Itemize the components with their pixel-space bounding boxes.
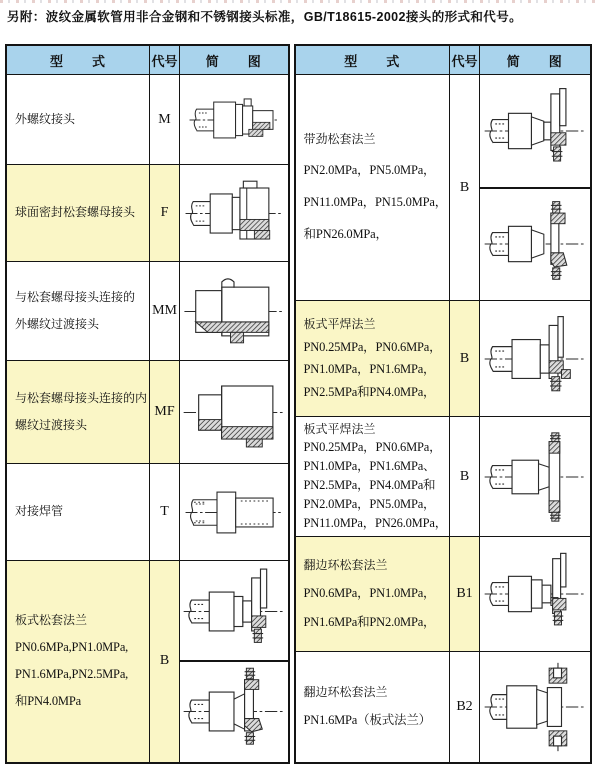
diagram-panel	[180, 263, 288, 359]
table-row	[6, 561, 289, 763]
header-diagram: 简 图	[180, 45, 289, 75]
male-thread-joint-diagram	[181, 81, 287, 159]
header-type: 型 式	[6, 45, 150, 75]
diagram-cell	[180, 361, 289, 464]
code-cell: MM	[150, 262, 180, 361]
diagram-cell	[480, 75, 591, 301]
table-row	[6, 262, 289, 361]
type-cell	[6, 262, 150, 361]
header-row	[6, 45, 289, 75]
type-text: PN1.6MPa（板式法兰）	[303, 713, 431, 728]
type-text: PN0.25MPa，PN0.6MPa，	[303, 339, 442, 354]
code-cell: F	[150, 165, 180, 262]
type-text: 外螺纹过渡接头	[15, 317, 100, 331]
code-cell: B	[450, 301, 480, 417]
diagram-panel	[180, 562, 288, 661]
diagram-panel	[480, 302, 590, 415]
type-text: 和PN26.0MPa，	[303, 226, 388, 241]
table-row	[295, 75, 591, 301]
header-row	[295, 45, 591, 75]
table-row	[6, 165, 289, 262]
diagram-panel	[180, 660, 288, 761]
code-cell: B	[450, 75, 480, 301]
type-text: PN1.6MPa,PN2.5MPa,	[15, 666, 129, 681]
diagram-panel	[480, 76, 590, 187]
code-cell: M	[150, 75, 180, 165]
type-cell	[6, 464, 150, 561]
type-cell	[295, 652, 450, 763]
diagram-cell	[480, 652, 591, 763]
type-text: PN2.5MPa和PN4.0MPa，	[303, 384, 436, 399]
diagram-panel	[480, 187, 590, 300]
type-text: 板式平焊法兰	[303, 421, 376, 436]
type-text: PN2.0MPa，PN5.0MPa，	[303, 497, 436, 512]
diagram-panel	[180, 362, 288, 462]
type-text: PN1.0MPa，PN1.6MPa，	[303, 362, 436, 377]
type-text: 板式平焊法兰	[303, 316, 376, 331]
header-code: 代号	[150, 45, 180, 75]
header-code: 代号	[450, 45, 480, 75]
diagram-cell	[180, 165, 289, 262]
type-text: 翻边环松套法兰	[303, 684, 388, 699]
diagram-cell	[180, 262, 289, 361]
type-cell	[6, 361, 150, 464]
diagram-cell	[180, 561, 289, 763]
type-cell	[295, 537, 450, 652]
neck-loose-flange-variant-2-diagram	[482, 195, 588, 293]
code-cell: B	[150, 561, 180, 763]
male-thread-transition-joint-diagram	[181, 268, 287, 355]
type-text: PN2.5MPa，PN4.0MPa和	[303, 478, 436, 493]
table-row	[295, 417, 591, 537]
plate-flat-weld-flange-multi-diagram	[482, 428, 588, 526]
neck-loose-flange-variant-1-diagram	[482, 82, 588, 180]
table-row	[6, 464, 289, 561]
diagram-panel	[180, 166, 288, 260]
type-text: PN11.0MPa，PN26.0MPa，	[303, 516, 447, 531]
type-text: 对接焊管	[15, 504, 64, 519]
table-row	[295, 301, 591, 417]
code-cell: T	[150, 464, 180, 561]
flanged-ring-loose-flange-diagram	[482, 545, 588, 643]
type-text: 翻边环松套法兰	[303, 558, 388, 573]
type-text: 和PN4.0MPa	[15, 693, 81, 708]
right-table	[294, 44, 592, 764]
table-row	[295, 652, 591, 763]
type-cell	[6, 75, 150, 165]
header-diagram: 简 图	[480, 45, 591, 75]
type-cell	[6, 561, 150, 763]
type-text: PN1.0MPa，PN1.6MPa、	[303, 459, 436, 474]
type-text: 外螺纹接头	[15, 111, 76, 126]
type-text: PN0.6MPa,PN1.0MPa,	[15, 639, 129, 654]
diagram-cell	[480, 537, 591, 652]
type-text: PN0.6MPa，PN1.0MPa，	[303, 586, 436, 601]
type-text: 球面密封松套螺母接头	[15, 205, 136, 220]
type-cell	[295, 301, 450, 417]
type-cell	[6, 165, 150, 262]
spherical-seal-loose-nut-joint-diagram	[181, 171, 287, 256]
diagram-cell	[180, 75, 289, 165]
type-text: PN1.6MPa和PN2.0MPa，	[303, 614, 436, 629]
code-cell: MF	[150, 361, 180, 464]
diagram-panel	[480, 538, 590, 650]
plate-flat-weld-flange-diagram	[482, 310, 588, 408]
table-row	[6, 75, 289, 165]
type-text: PN2.0MPa，PN5.0MPa，	[303, 162, 436, 177]
type-cell	[295, 417, 450, 537]
diagram-panel	[480, 653, 590, 761]
type-text: PN11.0MPa，PN15.0MPa，	[303, 194, 447, 209]
female-thread-transition-joint-diagram	[181, 367, 287, 458]
code-cell: B	[450, 417, 480, 537]
type-text: PN0.25MPa，PN0.6MPa，	[303, 440, 442, 455]
table-row	[295, 537, 591, 652]
code-cell: B2	[450, 652, 480, 763]
diagram-cell	[180, 464, 289, 561]
type-cell	[295, 75, 450, 301]
cropped-text-artifact	[0, 0, 600, 3]
plate-loose-flange-variant-2-diagram	[181, 667, 287, 756]
header-type: 型 式	[295, 45, 450, 75]
type-text: 带劲松套法兰	[303, 132, 376, 147]
type-text: 与松套螺母接头连接的	[15, 290, 136, 304]
page-title: 另附：波纹金属软管用非合金钢和不锈钢接头标准，GB/T18615-2002接头的形式和代号。	[7, 10, 522, 24]
diagram-panel	[180, 76, 288, 163]
diagram-panel	[180, 465, 288, 559]
butt-weld-pipe-diagram	[181, 470, 287, 555]
plate-loose-flange-variant-1-diagram	[181, 567, 287, 656]
type-text: 螺纹过渡接头	[15, 418, 88, 432]
type-text: 与松套螺母接头连接的内	[15, 391, 148, 405]
diagram-cell	[480, 417, 591, 537]
table-row	[6, 361, 289, 464]
diagram-cell	[480, 301, 591, 417]
flanged-ring-loose-flange-plate-diagram	[482, 658, 588, 756]
diagram-panel	[480, 418, 590, 535]
left-table	[5, 44, 290, 764]
joint-code-tables	[5, 44, 592, 764]
type-text: 板式松套法兰	[15, 613, 88, 628]
code-cell: B1	[450, 537, 480, 652]
